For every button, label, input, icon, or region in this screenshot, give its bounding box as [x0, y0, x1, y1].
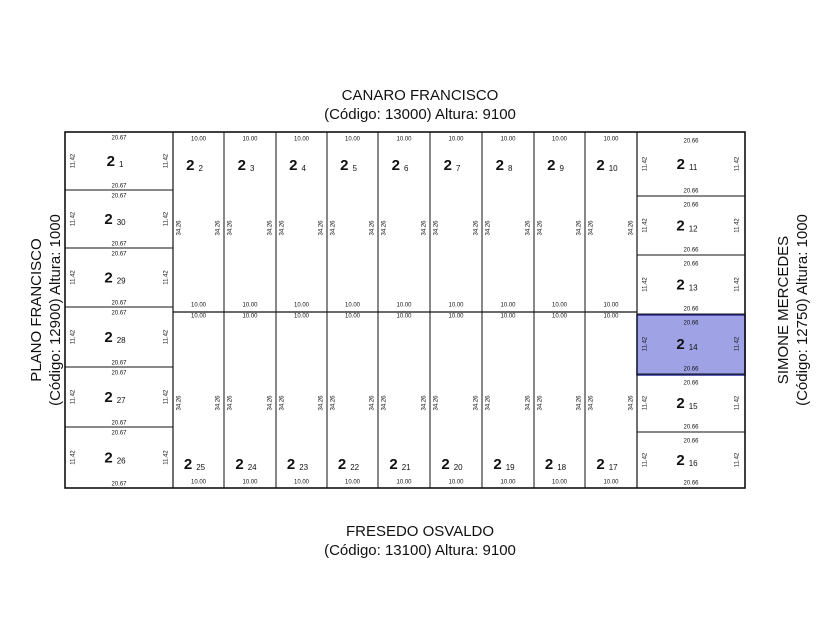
dimension-label: 34.26: [628, 395, 635, 411]
dimension-label: 34.26: [381, 220, 388, 236]
dimension-label: 34.26: [576, 220, 583, 236]
dimension-label: 10.00: [396, 302, 412, 309]
dimension-label: 34.26: [318, 395, 325, 411]
street-name-top: CANARO FRANCISCO: [341, 87, 499, 104]
lot-label: 2 5: [340, 156, 357, 174]
lot-label: 2 14: [676, 335, 698, 353]
dimension-label: 34.26: [369, 395, 376, 411]
street-detail-top: (Código: 13000) Altura: 9100: [324, 106, 516, 123]
dimension-label: 20.66: [683, 480, 699, 487]
dimension-label: 11.42: [163, 389, 170, 405]
dimension-label: 11.42: [734, 336, 741, 352]
lot-label: 2 7: [443, 156, 461, 174]
dimension-label: 11.42: [734, 277, 741, 292]
lot-label: 2 1: [106, 152, 124, 170]
lot-label: 2 8: [495, 156, 513, 174]
lot-label: 2 11: [676, 155, 698, 173]
dimension-label: 20.66: [683, 320, 699, 327]
dimension-label: 34.26: [330, 220, 337, 236]
dimension-label: 10.00: [293, 302, 310, 309]
dimension-label: 10.00: [448, 313, 464, 320]
lot-label: 2 17: [596, 455, 618, 473]
dimension-label: 11.42: [70, 389, 77, 405]
dimension-label: 10.00: [344, 302, 361, 309]
dimension-label: 34.26: [176, 220, 183, 236]
dimension-label: 11.42: [163, 153, 170, 169]
dimension-label: 34.26: [525, 220, 532, 236]
dimension-label: 34.26: [369, 220, 376, 236]
dimension-label: 10.00: [293, 136, 310, 143]
block-outline: [65, 132, 745, 488]
dimension-label: 10.00: [551, 313, 568, 320]
dimension-label: 34.26: [473, 395, 480, 411]
lot-label: 2 9: [547, 156, 564, 174]
dimension-label: 34.26: [215, 395, 222, 411]
lot-label: 2 24: [235, 455, 257, 473]
lot-label: 2 16: [676, 451, 698, 469]
lot-label: 2 29: [104, 269, 126, 287]
dimension-label: 34.26: [421, 395, 428, 411]
dimension-label: 34.26: [176, 395, 183, 411]
street-name-bottom: FRESEDO OSVALDO: [345, 523, 495, 540]
dimension-label: 10.00: [190, 313, 207, 320]
dimension-label: 20.66: [683, 261, 699, 268]
dimension-label: 34.26: [330, 395, 337, 411]
lot-label: 2 25: [183, 455, 206, 473]
dimension-label: 34.26: [215, 220, 222, 236]
dimension-label: 11.42: [734, 156, 741, 172]
lot-label: 2 21: [389, 455, 411, 473]
dimension-label: 11.42: [734, 218, 741, 233]
dimension-label: 10.00: [448, 479, 464, 486]
dimension-label: 10.00: [500, 479, 516, 486]
dimension-label: 10.00: [190, 479, 207, 486]
dimension-label: 20.67: [111, 360, 127, 367]
dimension-label: 10.00: [344, 313, 361, 320]
dimension-label: 20.67: [111, 430, 127, 437]
street-detail-left: (Código: 12900) Altura: 1000: [47, 214, 64, 406]
dimension-label: 10.00: [242, 479, 258, 486]
lot-label: 2 2: [186, 156, 203, 174]
dimension-label: 10.00: [396, 313, 412, 320]
lot-label: 2 22: [337, 455, 360, 473]
dimension-label: 10.00: [603, 479, 619, 486]
dimension-label: 20.66: [683, 424, 699, 431]
dimension-label: 20.67: [111, 300, 127, 307]
lot-label: 2 15: [676, 394, 698, 412]
dimension-label: 11.42: [642, 156, 649, 172]
dimension-label: 34.26: [433, 395, 440, 411]
dimension-label: 11.42: [70, 211, 77, 227]
dimension-label: 20.67: [111, 420, 127, 427]
dimension-label: 34.26: [227, 395, 234, 411]
dimension-label: 20.67: [111, 135, 127, 142]
dimension-label: 11.42: [642, 452, 649, 468]
dimension-label: 34.26: [537, 395, 544, 411]
dimension-label: 11.42: [163, 270, 170, 285]
street-name-right: SIMONE MERCEDES: [775, 235, 792, 385]
lot-label: 2 23: [286, 455, 309, 473]
dimension-label: 20.66: [683, 380, 699, 387]
dimension-label: 34.26: [485, 220, 492, 236]
dimension-label: 11.42: [70, 270, 77, 285]
dimension-label: 10.00: [448, 136, 464, 143]
dimension-label: 20.67: [111, 183, 127, 190]
dimension-label: 20.66: [683, 247, 699, 254]
dimension-label: 10.00: [603, 136, 619, 143]
dimension-label: 34.26: [525, 395, 532, 411]
lot-label: 2 12: [676, 217, 698, 235]
dimension-label: 34.26: [588, 395, 595, 411]
dimension-label: 10.00: [603, 302, 619, 309]
dimension-label: 20.66: [683, 138, 699, 145]
dimension-label: 20.66: [683, 306, 699, 313]
dimension-label: 20.67: [111, 370, 127, 377]
dimension-label: 34.26: [267, 220, 274, 236]
dimension-label: 34.26: [433, 220, 440, 236]
dimension-label: 10.00: [242, 136, 258, 143]
dimension-label: 34.26: [267, 395, 274, 411]
dimension-label: 34.26: [227, 220, 234, 236]
dimension-label: 10.00: [500, 313, 516, 320]
dimension-label: 10.00: [190, 136, 207, 143]
lot-label: 2 30: [104, 210, 126, 228]
dimension-label: 10.00: [344, 136, 361, 143]
dimension-label: 20.67: [111, 481, 127, 488]
dimension-label: 10.00: [500, 136, 516, 143]
dimension-label: 11.42: [70, 153, 77, 169]
dimension-label: 11.42: [642, 218, 649, 233]
dimension-label: 34.26: [485, 395, 492, 411]
dimension-label: 11.42: [642, 277, 649, 292]
dimension-label: 20.67: [111, 251, 127, 258]
dimension-label: 34.26: [381, 395, 388, 411]
dimension-label: 11.42: [734, 452, 741, 468]
dimension-label: 20.66: [683, 202, 699, 209]
dimension-label: 20.66: [683, 188, 699, 195]
lot-label: 2 28: [104, 328, 126, 346]
lot-label: 2 26: [104, 449, 126, 467]
dimension-label: 10.00: [396, 136, 412, 143]
dimension-label: 34.26: [588, 220, 595, 236]
dimension-label: 11.42: [70, 450, 77, 465]
dimension-label: 10.00: [500, 302, 516, 309]
lot-label: 2 10: [596, 156, 618, 174]
dimension-label: 10.00: [551, 479, 568, 486]
lot-label: 2 6: [391, 156, 409, 174]
dimension-label: 11.42: [734, 395, 741, 411]
dimension-label: 20.66: [683, 366, 699, 373]
dimension-label: 34.26: [279, 220, 286, 236]
dimension-label: 10.00: [242, 302, 258, 309]
lot-label: 2 13: [676, 276, 698, 294]
dimension-label: 20.66: [683, 438, 699, 445]
dimension-label: 10.00: [603, 313, 619, 320]
dimension-label: 10.00: [551, 302, 568, 309]
dimension-label: 10.00: [448, 302, 464, 309]
dimension-label: 11.42: [163, 450, 170, 465]
dimension-label: 10.00: [344, 479, 361, 486]
dimension-label: 20.67: [111, 241, 127, 248]
dimension-label: 34.26: [318, 220, 325, 236]
dimension-label: 11.42: [163, 211, 170, 227]
dimension-label: 10.00: [551, 136, 568, 143]
lot-label: 2 20: [441, 455, 463, 473]
dimension-label: 11.42: [163, 329, 170, 345]
dimension-label: 11.42: [642, 336, 649, 352]
street-detail-bottom: (Código: 13100) Altura: 9100: [324, 542, 516, 559]
lot-label: 2 3: [237, 156, 255, 174]
dimension-label: 20.67: [111, 193, 127, 200]
lot-label: 2 18: [544, 455, 567, 473]
dimension-label: 10.00: [396, 479, 412, 486]
dimension-label: 20.67: [111, 310, 127, 317]
dimension-label: 10.00: [242, 313, 258, 320]
dimension-label: 34.26: [421, 220, 428, 236]
lot-label: 2 27: [104, 388, 126, 406]
dimension-label: 34.26: [628, 220, 635, 236]
dimension-label: 10.00: [293, 479, 310, 486]
dimension-label: 10.00: [190, 302, 207, 309]
street-detail-right: (Código: 12750) Altura: 1000: [794, 214, 811, 406]
dimension-label: 10.00: [293, 313, 310, 320]
dimension-label: 34.26: [279, 395, 286, 411]
dimension-label: 34.26: [473, 220, 480, 236]
street-name-left: PLANO FRANCISCO: [28, 238, 45, 382]
lot-label: 2 4: [289, 156, 306, 174]
dimension-label: 11.42: [70, 329, 77, 345]
lot-label: 2 19: [493, 455, 515, 473]
dimension-label: 11.42: [642, 395, 649, 411]
dimension-label: 34.26: [576, 395, 583, 411]
dimension-label: 34.26: [537, 220, 544, 236]
